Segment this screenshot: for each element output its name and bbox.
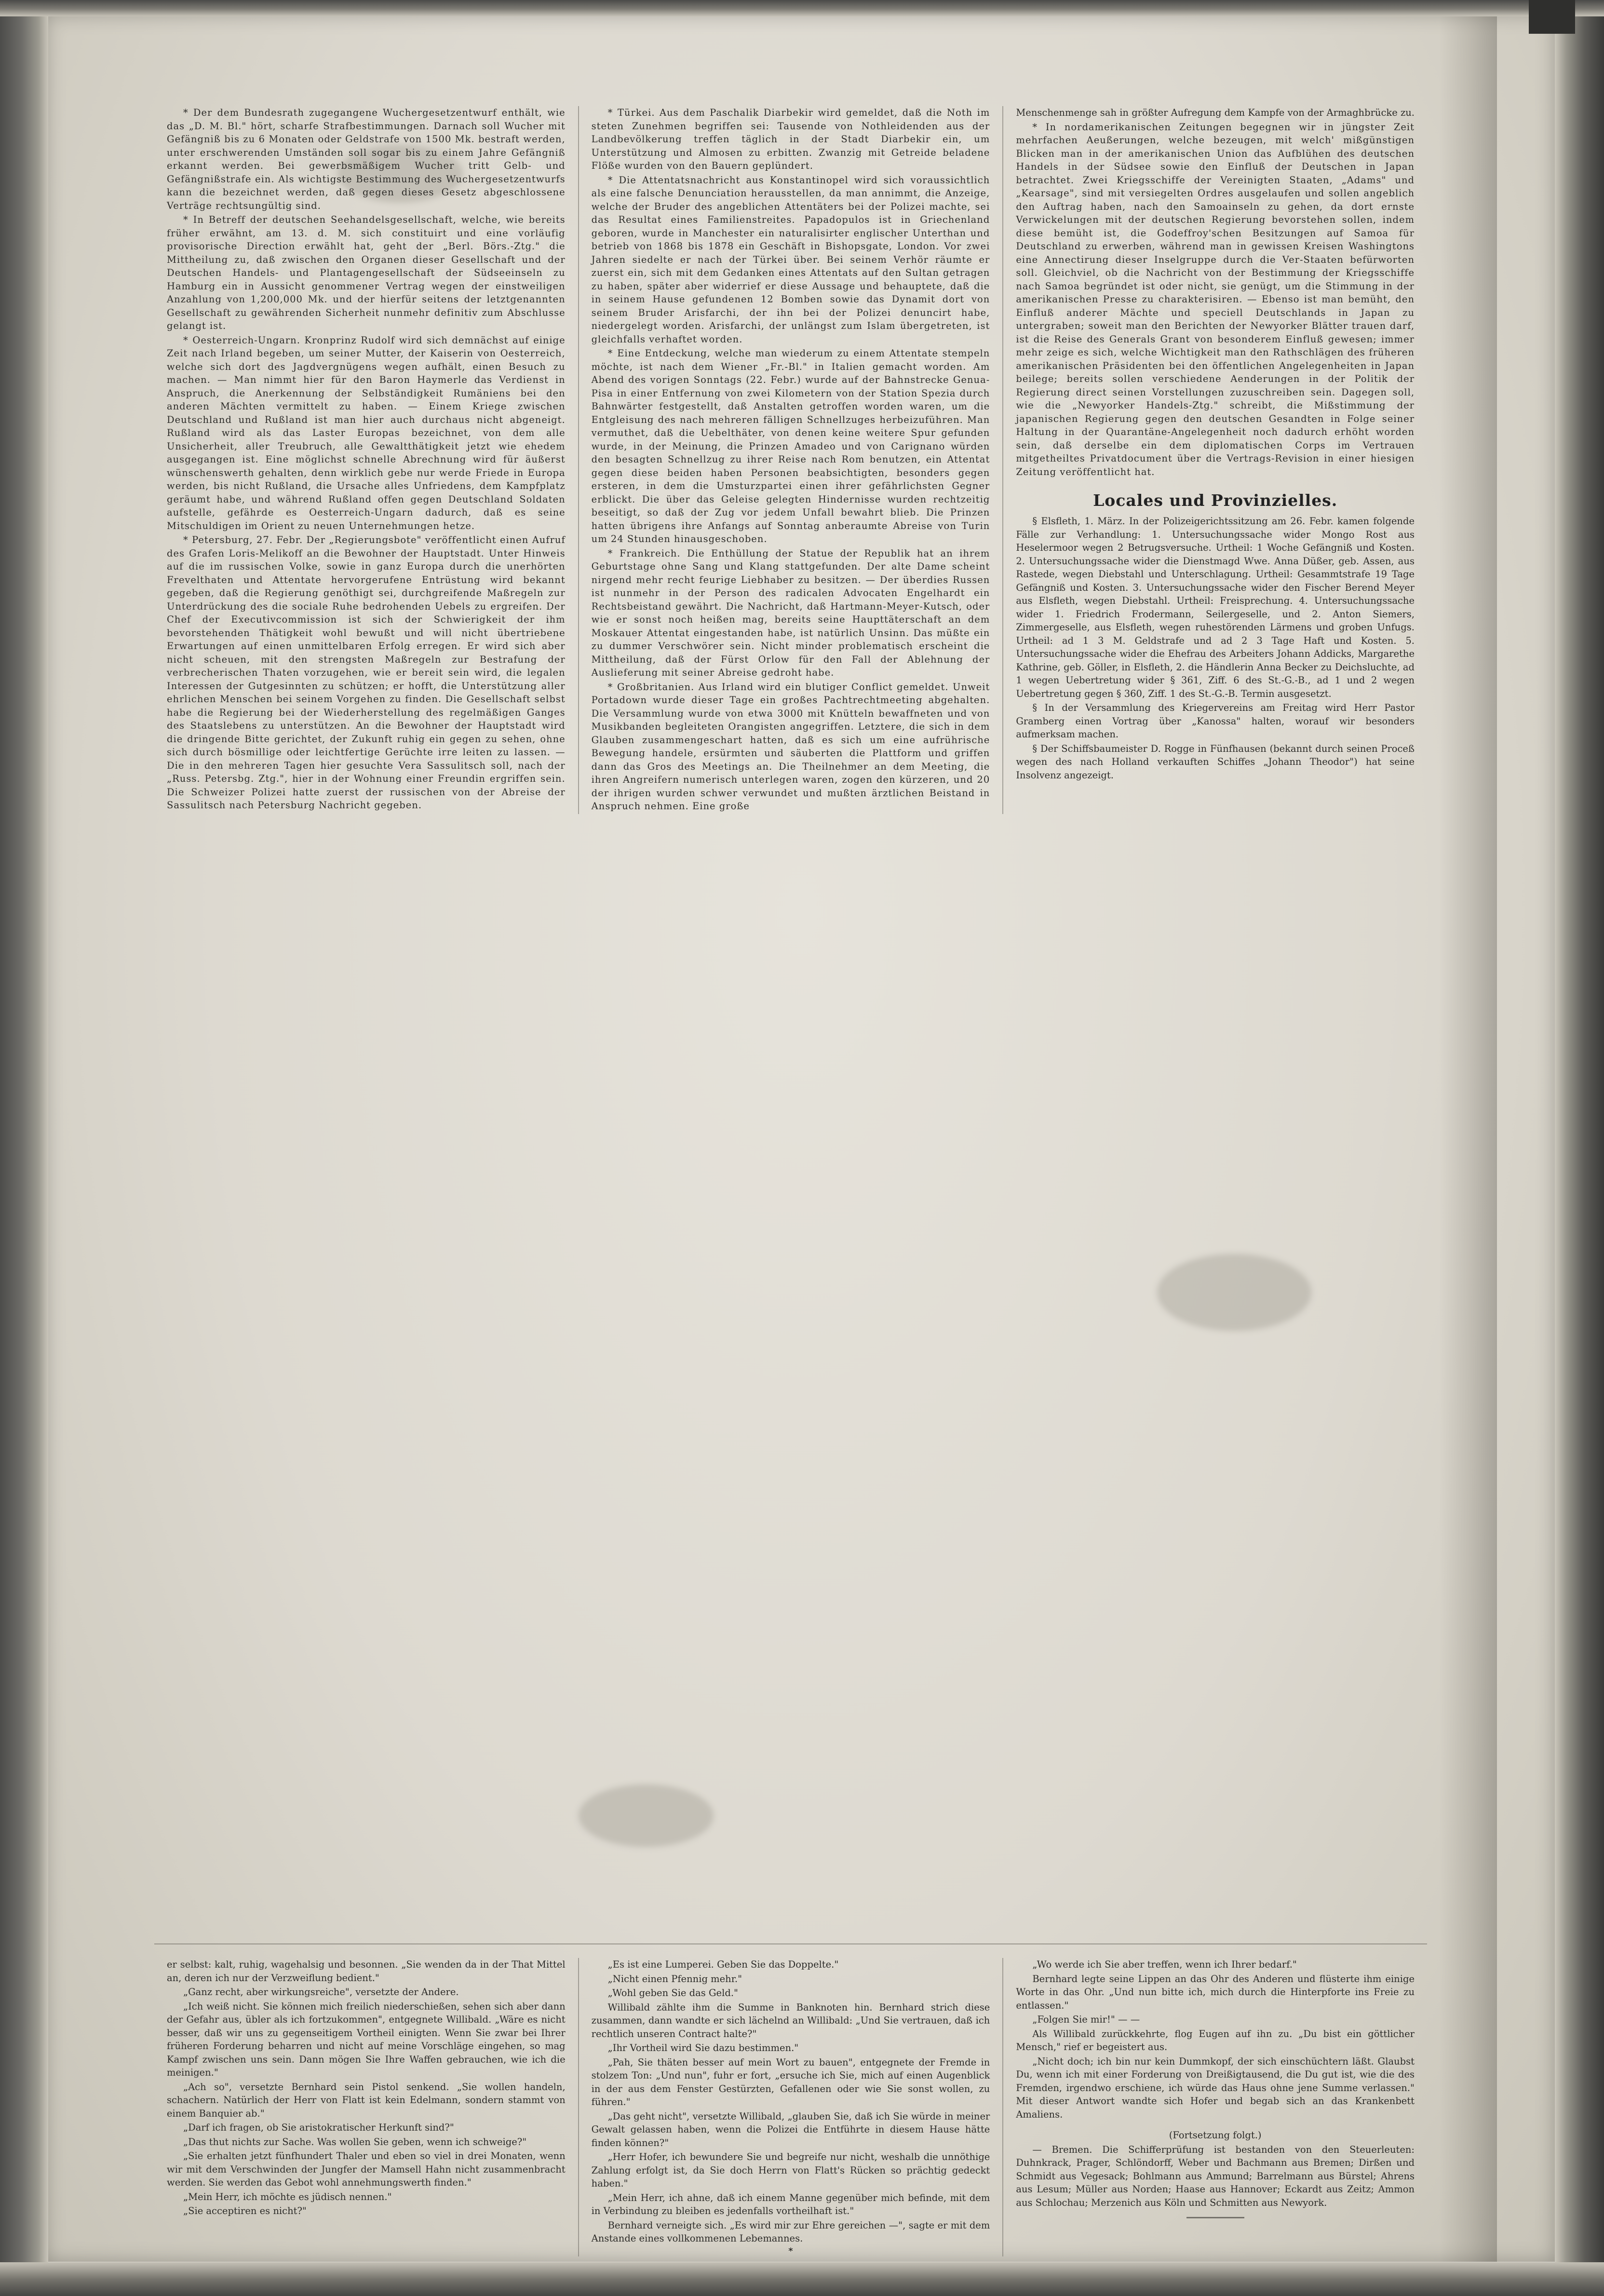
paragraph: „Es ist eine Lumperei. Geben Sie das Doppelte." <box>607 1959 839 1970</box>
column-divider <box>1002 1958 1003 2256</box>
paragraph: * Eine Entdeckung, welche man wiederum zu einem Attentate stempeln möchte, ist nach dem Wiener „Fr.-Bl." in Italien gemacht worden. Am Abend des vorigen Sonntags (22. Febr.) wurde auf der Bahnstrecke Genua-Pisa in einer Entfernung von zwei Kilometern von der Station Spezia durch Bahnwärter festgestellt, daß Anstalten getroffen worden waren, um die Entgleisung des nach mehreren fälligen Schnellzuges herbeizuführen. Man vermuthet, daß die Uebelthäter, von denen keine weitere Spur gefunden wurde, in der Meinung, die Prinzen Amadeo und von Carignano würden den besagten Schnellzug zu ihrer Reise nach Rom benutzen, ein Attentat gegen diese beiden haben Personen beabsichtigten, besonders gegen ersteren, in dem die Umsturzpartei einen ihrer gefährlichsten Gegner erblickt. Die über das Geleise gelegten Hindernisse wurden rechtzeitig beseitigt, so daß der Zug vor jedem Unfall bewahrt blieb. Die Prinzen hatten übrigens ihre Anfangs auf Sonntag anberaumte Abreise von Turin um 24 Stunden hinausgeschoben. <box>591 348 990 544</box>
paragraph: „Ach so", versetzte Bernhard sein Pistol senkend. „Sie wollen handeln, schachern. Natürlich der Herr von Flatt ist kein Edelmann, sondern stammt von einem Banquier ab." <box>167 2081 566 2119</box>
continuation-note: (Fortsetzung folgt.) <box>1169 2130 1262 2141</box>
paragraph: „Wohl geben Sie das Geld." <box>607 1987 738 1998</box>
paragraph: * Der dem Bundesrath zugegangene Wuchergesetzentwurf enthält, wie das „D. M. Bl." hört, scharfe Strafbestimmungen. Darnach soll Wucher mit Gefängniß bis zu 6 Monaten oder Geldstrafe von 1500 Mk. bestraft werden, unter erschwerenden Umständen soll sogar bis zu einem Jahre Gefängniß erkannt werden. Bei gewerbsmäßigem Wucher tritt Gelb- und Gefängnißstrafe ein. Als wichtigste Bestimmung des Wuchergesetzentwurfs kann die bezeichnet werden, daß gegen dieses Gesetz abgeschlossene Verträge rechtsungültig sind. <box>167 107 566 211</box>
paragraph: * Großbritanien. Aus Irland wird ein blutiger Conflict gemeldet. Unweit Portadown wurde dieser Tage ein großes Pachtrechtmeeting abgehalten. Die Versammlung wurde von etwa 3000 mit Knütteln bewaffneten und von Musikbanden begleiteten Orangisten angegriffen. Letztere, die sich in dem Glauben zusammengeschart hatten, daß es sich um eine aufrührische Bewegung handele, ersürmten und säuberten die Plattform und griffen dann das Gros des Meetings an. Die Theilnehmer an dem Meeting, die ihren Angreifern numerisch unterlegen waren, zogen den kürzeren, und 20 der ihrigen wurden schwer verwundet und mußten ärztlichen Beistand in Anspruch nehmen. Eine große <box>591 681 990 812</box>
paragraph: „Nicht doch; ich bin nur kein Dummkopf, der sich einschüchtern läßt. Glaubst Du, wenn ich mit einer Forderung von Dreißigtausend, die Du gut ist, wie die des Fremden, irgendwo erschiene, ich würde das Haus ohne jene Summe verlassen." Mit dieser Antwort wandte sich Hofer und begab sich an das Krankenbett Amaliens. <box>1016 2055 1415 2120</box>
paragraph: er selbst: kalt, ruhig, wagehalsig und besonnen. „Sie wenden da in der That Mittel an, deren ich nur der Verzweiflung bedient." <box>167 1959 566 1984</box>
column-divider <box>1002 106 1003 814</box>
paragraph: „Darf ich fragen, ob Sie aristokratischer Herkunft sind?" <box>183 2122 454 2133</box>
paragraph: „Folgen Sie mir!" — — <box>1032 2014 1140 2025</box>
paragraph: § Elsfleth, 1. März. In der Polizeigerichtssitzung am 26. Febr. kamen folgende Fälle zur Verhandlung: 1. Untersuchungssache wider Mongo Rost aus Heselermoor wegen 2 Betrugsversuche. Urtheil: 1 Woche Gefängniß und Kosten. 2. Untersuchungssache wider die Dienstmagd Wwe. Anna Düßer, geb. Assen, aus Rastede, wegen Diebstahl und Unterschlagung. Urtheil: Gesammtstrafe 19 Tage Gefängniß und Kosten. 3. Untersuchungssache wider den Fischer Berend Meyer aus Elsfleth, wegen Diebstahl. Urtheil: Freisprechung. 4. Untersuchungssache wider 1. Friedrich Frodermann, Seilergeselle, und 2. Anton Siemers, Zimmergeselle, aus Elsfleth, wegen ruhestörenden Lärmens und groben Unfugs. Urtheil: ad 1 3 M. Geldstrafe und ad 2 3 Tage Haft und Kosten. 5. Untersuchungssache wider die Ehefrau des Arbeiters Johann Addicks, Margarethe Kathrine, geb. Göller, in Elsfleth, 2. die Händlerin Anna Becker zu Deichsluchte, ad 1 wegen Uebertretung wider § 361, Ziff. 6 des St.-G.-B., ad 1 und 2 wegen Uebertretung gegen § 360, Ziff. 1 des St.-G.-B. Termin ausgesetzt. <box>1016 516 1415 699</box>
feuilleton-column-1 <box>154 1958 578 2256</box>
scan-edge-bottom <box>0 2262 1604 2296</box>
paragraph: „Ich weiß nicht. Sie können mich freilich niederschießen, sehen sich aber dann der Gefahr aus, übler als ich fortzukommen", entgegnete Willibald. „Wäre es nicht besser, daß wir uns zu gegenseitigem Vortheil einigten. Wenn Sie zwar bei Ihrer früheren Forderung beharren und nicht auf meine Vorschläge eingehen, so mag Kampf zwischen uns sein. Dann mögen Sie Ihre Waffen gebrauchen, wie ich die meinigen." <box>167 2000 566 2078</box>
paragraph: * Frankreich. Die Enthüllung der Statue der Republik hat an ihrem Geburtstage ohne Sang und Klang stattgefunden. Der alte Dame scheint nirgend mehr recht feurige Liebhaber zu besitzen. — Der überdies Russen ist nunmehr in der Person des radicalen Advocaten Engelhardt ein Rechtsbeistand gewährt. Die Nachricht, daß Hartmann-Meyer-Kutsch, oder wie er sonst noch heißen mag, bereits seine Haupttäterschaft an dem Moskauer Attentat eingestanden habe, ist natürlich Unsinn. Das müßte ein zu dummer Verschwörer sein. Nicht minder problematisch erscheint die Mittheilung, daß der Fürst Orlow für den Fall der Ablehnung der Auslieferung mit seiner Abreise gedroht habe. <box>591 547 990 678</box>
feuilleton-area <box>154 1958 1427 2256</box>
paragraph: Willibald zählte ihm die Summe in Banknoten hin. Bernhard strich diese zusammen, dann wandte er sich lächelnd an Willibald: „Und Sie vertrauen, daß ich rechtlich unseren Contract halte?" <box>591 2001 990 2039</box>
paragraph: „Ganz recht, aber wirkungsreiche", versetzte der Andere. <box>183 1986 459 1997</box>
three-column-layout <box>154 106 1427 814</box>
paragraph: „Das geht nicht", versetzte Willibald, „glauben Sie, daß ich Sie würde in meiner Gewalt gelassen haben, wenn die Polizei die Entführte in diesem Hause hätte finden können?" <box>591 2110 990 2148</box>
column-divider <box>578 1958 579 2256</box>
paragraph: „Nicht einen Pfennig mehr." <box>607 1973 742 1984</box>
feuilleton-column-2 <box>579 1958 1003 2256</box>
paragraph: * Petersburg, 27. Febr. Der „Regierungsbote" veröffentlicht einen Aufruf des Grafen Loris-Melikoff an die Bewohner der Hauptstadt. Unter Hinweis auf die im russischen Volke, sowie in ganz Europa durch die unerhörten Frevelthaten und Attentate hervorgerufene Entrüstung wird bekannt gegeben, daß die Regierung genöthigt sei, durchgreifende Maßregeln zur Unterdrückung des die sociale Ruhe bedrohenden Uebels zu ergreifen. Der Chef der Executivcommission ist sich der Schwierigkeit der ihm bevorstehenden Thätigkeit wohl bewußt und will nicht übertriebene Erwartungen auf einen unmittelbaren Erfolg erregen. Er wird sich aber nicht scheuen, mit den strengsten Maßregeln zur Bestrafung der verbrecherischen Thaten vorzugehen, wie er bereit sein wird, die legalen Interessen der Gutgesinnten zu schützen; er hofft, die Unterstützung aller ehrlichen Menschen bei seinem Vorgehen zu finden. Die Gesellschaft selbst habe die Regierung bei der Wiederherstellung des regelmäßigen Ganges des Staatslebens zu unterstützen. An die Bewohner der Hauptstadt wird die dringende Bitte gerichtet, der Zukunft ruhig ein gegen zu sehen, ohne sich durch bösmillige oder leichtfertige Gerüchte irre leiten zu lassen. — Die in den mehreren Tagen hier gesuchte Vera Sassulitsch soll, nach der „Russ. Petersbg. Ztg.", hier in der Wohnung einer Freundin ergriffen sein. Die Schweizer Polizei hatte zuerst der russischen von der Abreise der Sassulitsch nach Petersburg Nachricht gegeben. <box>167 534 566 811</box>
feuilleton-column-3 <box>1003 1958 1427 2256</box>
paragraph: „Herr Hofer, ich bewundere Sie und begreife nur nicht, weshalb die unnöthige Zahlung erfolgt ist, da Sie doch Herrn von Flatt's Rücken so prächtig gedeckt haben." <box>591 2151 990 2189</box>
paragraph: Bernhard legte seine Lippen an das Ohr des Anderen und flüsterte ihm einige Worte in das Ohr. „Und nun bitte ich, mich durch die Hinterpforte ins Freie zu entlassen." <box>1016 1973 1415 2011</box>
paragraph: * Oesterreich-Ungarn. Kronprinz Rudolf wird sich demnächst auf einige Zeit nach Irland begeben, um seiner Mutter, der Kaiserin von Oesterreich, welche sich dort des Jagdvergnügens wegen aufhält, einen Besuch zu machen. — Man nimmt hier für den Baron Haymerle das Verdienst in Anspruch, die Anerkennung der Selbständigkeit Rumäniens bei den anderen Mächten vermittelt zu haben. — Einem Kriege zwischen Deutschland und Rußland ist man hier auch durchaus nicht abgeneigt. Rußland wird als das Laster Europas bezeichnet, von dem alle Unsicherheit, aller Treubruch, alle Gewaltthätigkeit jetzt wie ehedem ausgegangen ist. Eine möglichst schnelle Abrechnung wird für äußerst wünschenswerth gehalten, denn wirklich gebe nur werde Friede in Europa werden, bis nicht Rußland, die Ursache alles Unfriedens, dem Kampfplatz geräumt habe, und während Rußland offen gegen Deutschland Soldaten aufstelle, gefährde es Oesterreich-Ungarn dadurch, daß es seine Mitschuldigen im Orient zu neuen Unternehmungen hetze. <box>167 334 566 531</box>
section-heading: Locales und Provinzielles. <box>1093 491 1338 510</box>
paragraph: Als Willibald zurückkehrte, flog Eugen auf ihn zu. „Du bist ein göttlicher Mensch," rief er begeistert aus. <box>1016 2028 1415 2052</box>
paragraph: „Ihr Vortheil wird Sie dazu bestimmen." <box>607 2042 799 2053</box>
column-2 <box>579 106 1003 814</box>
scan-edge-right <box>1555 0 1604 2296</box>
paragraph: Bernhard verneigte sich. „Es wird mir zur Ehre gereichen —", sagte er mit dem Anstande eines vollkommenen Lebemannes. <box>591 2219 990 2244</box>
paragraph: „Sie erhalten jetzt fünfhundert Thaler und eben so viel in drei Monaten, wenn wir mit dem Verschwinden der Jungfer der Mamsell Hahn nicht zusammenbracht werden. Sie werden das Gebot wohl annehmungswerth finden." <box>167 2150 566 2188</box>
paragraph: „Pah, Sie thäten besser auf mein Wort zu bauen", entgegnete der Fremde in stolzem Ton: „Und nun", fuhr er fort, „ersuche ich Sie, mich auf einen Augenblick in der aus dem Fenster Gestürzten, Gefallenen oder wie Sie sonst wollen, zu führen." <box>591 2056 990 2107</box>
section-heading-block <box>1016 491 1415 510</box>
column-1 <box>154 106 578 814</box>
paragraph: „Wo werde ich Sie aber treffen, wenn ich Ihrer bedarf." <box>1032 1959 1297 1970</box>
paragraph: „Sie acceptiren es nicht?" <box>183 2205 307 2216</box>
column-3 <box>1003 106 1427 814</box>
paragraph: „Mein Herr, ich möchte es jüdisch nennen." <box>183 2191 392 2202</box>
scan-edge-left <box>0 0 48 2296</box>
paragraph: § Der Schiffsbaumeister D. Rogge in Fünfhausen (bekannt durch seinen Proceß wegen des nach Holland verkauften Schiffes „Johann Theodor") hat seine Insolvenz angezeigt. <box>1016 743 1415 781</box>
paragraph: „Mein Herr, ich ahne, daß ich einem Manne gegenüber mich befinde, mit dem in Verbindung zu bleiben es jedenfalls vortheilhaft ist." <box>591 2192 990 2216</box>
column-divider <box>578 106 579 814</box>
main-article-area <box>154 106 1427 2170</box>
paragraph: * In nordamerikanischen Zeitungen begegnen wir in jüngster Zeit mehrfachen Aeußerungen, welche bezeugen, mit welch' mißgünstigen Blicken man in der amerikanischen Union das Aufblühen des deutschen Handels in der Südsee sowie den Einfluß der Deutschen in Japan betrachtet. Zwei Kriegsschiffe der Vereinigten Staaten, „Adams" und „Kearsage", sind mit versiegelten Ordres ausgelaufen und sollen angeblich den Auftrag haben, nach den Samoainseln zu gehen, da dort ernste Verwickelungen mit der deutschen Regierung bevorstehen sollen, indem diese bemüht ist, die Godeffroy'schen Besitzungen auf Samoa für Deutschland zu erwerben, während man in gewissen Kreisen Washingtons eine Annectirung dieser Inselgruppe durch die Ver-Staaten befürworten soll. Gleichviel, ob die Nachricht von der Bestimmung der Kriegsschiffe nach Samoa begründet ist oder nicht, sie genügt, um die Stimmung in der amerikanischen Presse zu charakterisiren. — Ebenso ist man bemüht, den Einfluß anderer Mächte und speciell Deutschlands in Japan zu untergraben; soweit man den Berichten der Newyorker Blätter trauen darf, ist die Reise des Generals Grant von besonderem Einfluß gewesen; immer mehr zeige es sich, welche Wichtigkeit man den Rathschlägen des früheren amerikanischen Präsidenten bei den öffentlichen Angelegenheiten in Japan beilege; bereits sollen verschiedene Aenderungen in der Politik der Regierung direct seinen Vorstellungen zuzuschreiben sein. Dagegen soll, wie die „Newyorker Handels-Ztg." schreibt, die Mißstimmung der japanischen Regierung gegen den deutschen Gesandten in Folge seiner Haltung in der Quarantäne-Angelegenheit noch dadurch erhöht worden sein, daß derselbe ein dem diplomatischen Corps im Vertrauen mitgetheiltes Privatdocument über die Vertrags-Revision in einer hiesigen Zeitung veröffentlicht hat. <box>1016 121 1415 477</box>
paragraph: Menschenmenge sah in größter Aufregung dem Kampfe von der Armaghbrücke zu. <box>1016 107 1415 118</box>
paragraph: „Das thut nichts zur Sache. Was wollen Sie geben, wenn ich schweige?" <box>183 2136 527 2147</box>
end-rule <box>1186 2217 1244 2218</box>
paragraph: § In der Versammlung des Kriegervereins am Freitag wird Herr Pastor Gramberg einen Vortrag über „Kanossa" halten, worauf wir besonders aufmerksam machen. <box>1016 702 1415 740</box>
paragraph: — Bremen. Die Schifferprüfung ist bestanden von den Steuerleuten: Duhnkrack, Prager, Schlöndorff, Weber und Bachmann aus Bremen; Dirßen und Schmidt aus Vegesack; Bohlmann aus Ammund; Barrelmann aus Bürstel; Ahrens aus Lesum; Müller aus Norden; Haase aus Hannover; Eckardt aus Zeitz; Ammon aus Schlochau; Merzenich aus Köln und Schmitten aus Newyork. <box>1016 2144 1415 2208</box>
scan-edge-top <box>0 0 1604 16</box>
paragraph: * Türkei. Aus dem Paschalik Diarbekir wird gemeldet, daß die Noth im steten Zunehmen begriffen sei: Tausende von Nothleidenden aus der Landbevölkerung treffen täglich in der Stadt Diarbekir ein, um Unterstützung und Almosen zu erbitten. Zwanzig mit Getreide beladene Flöße wurden von den Bauern geplündert. <box>591 107 990 171</box>
paragraph: * In Betreff der deutschen Seehandelsgesellschaft, welche, wie bereits früher erwähnt, am 13. d. M. sich constituirt und eine vorläufig provisorische Direction erwählt hat, geht der „Berl. Börs.-Ztg." die Mittheilung zu, daß zwischen den Organen dieser Gesellschaft und der Deutschen Handels- und Plantagengesellschaft der Südseeinseln zu Hamburg ein in Aussicht genommener Vertrag wegen der einstweiligen Anzahlung von 1,200,000 Mk. und der hierfür seitens der letztgenannten Gesellschaft zu gewährenden Sicherheit nunmehr definitiv zum Abschlusse gelangt ist. <box>167 214 566 331</box>
scan-corner-marker <box>1529 0 1575 34</box>
paragraph: * Die Attentatsnachricht aus Konstantinopel wird sich voraussichtlich als eine falsche Denunciation herausstellen, da man annimmt, die Anzeige, welche der Bruder des angeblichen Attentäters bei der Polizei machte, sei das Resultat eines Familienstreites. Papadopulos ist in Griechenland geboren, wurde in Manchester ein naturalisirter englischer Unterthan und betrieb von 1868 bis 1878 ein Geschäft in Bishopsgate, London. Vor zwei Jahren siedelte er nach der Türkei über. Bei seinem Verhör räumte er zuerst ein, sich mit dem Gedanken eines Attentats auf den Sultan getragen zu haben, später aber widerrief er diese Aussage und behauptete, daß die in seinem Hause gefundenen 12 Bomben sowie das Dynamit dort von seinem Bruder Arisfarchi, der ihn bei der Polizei denuncirt habe, niedergelegt worden. Arisfarchi, der unlängst zum Islam übergetreten, ist gleichfalls verhaftet worden. <box>591 174 990 345</box>
feuilleton-divider <box>154 1943 1427 1944</box>
feuilleton-ornament: * <box>788 2246 793 2256</box>
feuilleton-columns <box>154 1958 1427 2256</box>
